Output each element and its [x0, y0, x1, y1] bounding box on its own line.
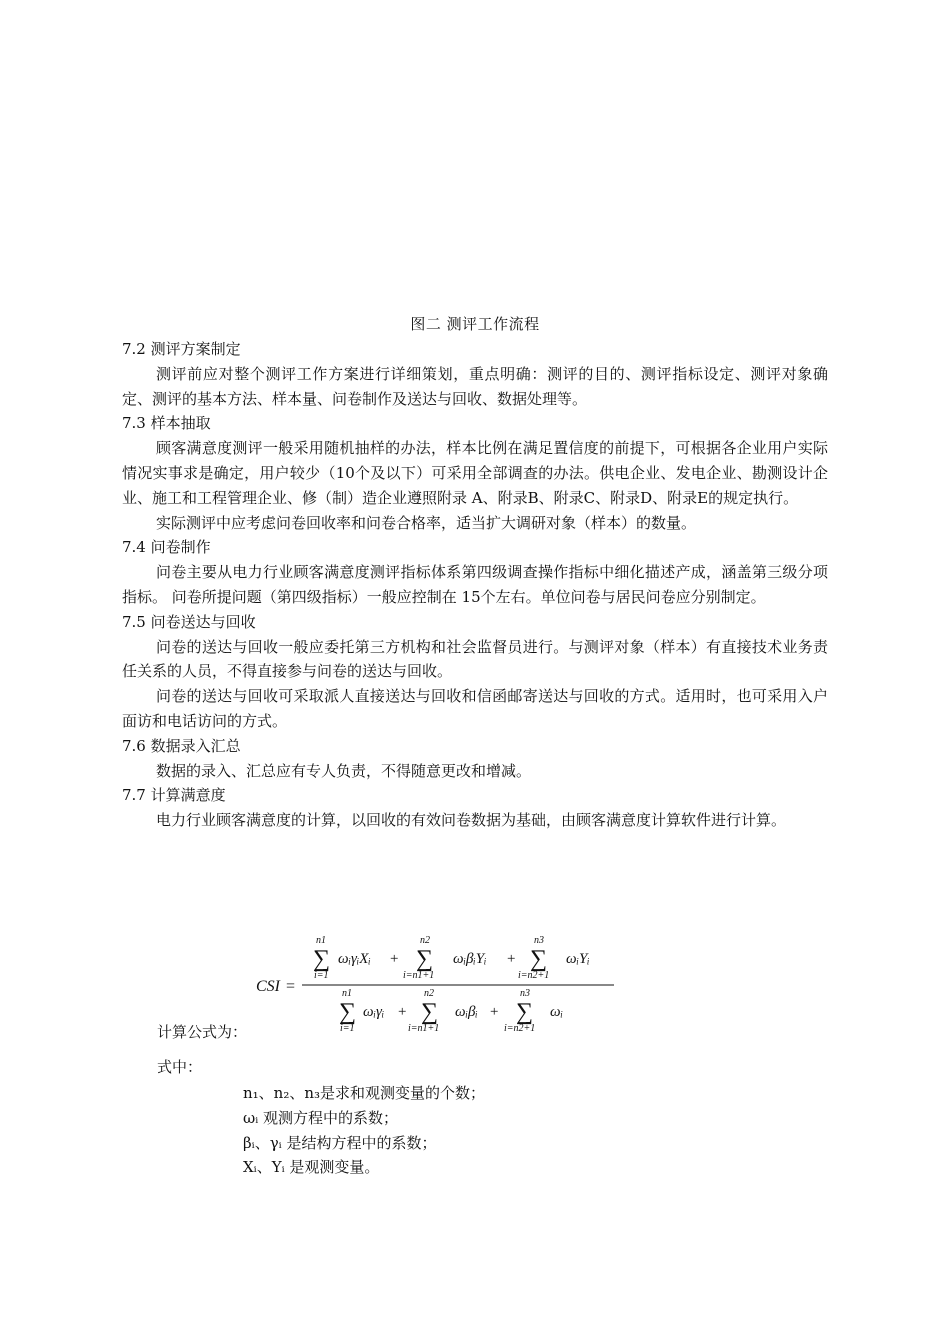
section-heading: 7.3 样本抽取 — [122, 414, 211, 433]
sum-lower-limit: i=n2+1 — [504, 1023, 536, 1034]
formula-lhs: CSI — [256, 978, 280, 995]
paragraph: 问卷的送达与回收一般应委托第三方机构和社会监督员进行。与测评对象（样本）有直接技术业务责任关系的人员，不得直接参与问卷的送达与回收。 — [122, 637, 828, 681]
sigma-symbol: ∑ — [516, 999, 534, 1025]
sigma-symbol: ∑ — [339, 999, 357, 1025]
formula-equals: = — [286, 978, 296, 995]
numerator-term: ωᵢβᵢYᵢ — [453, 951, 487, 967]
denominator-term: ωᵢγᵢ — [363, 1004, 385, 1020]
definition-item: Xᵢ、Yᵢ 是观测变量。 — [243, 1158, 380, 1177]
definition-item: ωᵢ 观测方程中的系数； — [243, 1108, 399, 1127]
plus-sign: + — [507, 951, 516, 967]
section-heading: 7.5 问卷送达与回收 — [122, 612, 256, 631]
sum-upper-limit: n1 — [342, 988, 352, 999]
figure-caption: 图二 测评工作流程 — [410, 315, 540, 333]
numerator-term: ωᵢYᵢ — [566, 951, 590, 967]
variable-definitions — [243, 1081, 485, 1180]
denominator-term: ωᵢ — [550, 1004, 563, 1020]
denominator-term: ωᵢβᵢ — [455, 1004, 478, 1020]
where-label: 式中： — [157, 1058, 203, 1076]
sum-upper-limit: n2 — [424, 988, 434, 999]
numerator-term: ωᵢγᵢXᵢ — [338, 951, 371, 967]
formula-label: 计算公式为： — [157, 1023, 248, 1041]
document-body — [122, 337, 828, 833]
sum-upper-limit: n1 — [316, 935, 326, 946]
plus-sign: + — [390, 951, 399, 967]
sigma-symbol: ∑ — [313, 946, 331, 972]
section-heading: 7.2 测评方案制定 — [122, 340, 241, 358]
sum-lower-limit: i=n1+1 — [408, 1023, 440, 1034]
section-heading: 7.7 计算满意度 — [122, 786, 226, 805]
section-heading: 7.6 数据录入汇总 — [122, 736, 241, 755]
plus-sign: + — [490, 1004, 499, 1020]
sum-upper-limit: n2 — [420, 935, 430, 946]
plus-sign: + — [398, 1004, 407, 1020]
paragraph: 数据的录入、汇总应有专人负责，不得随意更改和增减。 — [156, 761, 532, 780]
csi-formula — [250, 930, 630, 1038]
sum-upper-limit: n3 — [534, 935, 544, 946]
definition-item: n₁、n₂、n₃是求和观测变量的个数； — [243, 1084, 486, 1102]
sigma-symbol: ∑ — [421, 999, 439, 1025]
paragraph: 问卷主要从电力行业顾客满意度测评指标体系第四级调查操作指标中细化描述产成，涵盖第三级分项指标。 问卷所提问题（第四级指标）一般应控制在 15个左右。单位问卷与居民问卷应分别制定。 — [122, 563, 828, 606]
paragraph: 顾客满意度测评一般采用随机抽样的办法，样本比例在满足置信度的前提下，可根据各企业用户实际情况实事求是确定，用户较少（10个及以下）可采用全部调查的办法。供电企业、发电企业、勘测设计企业、施工和工程管理企业、修（制）造企业遵照附录 A、附录B、附录C、附录D、附录E的规定执行。 — [122, 439, 828, 507]
sum-lower-limit: i=n1+1 — [403, 970, 435, 981]
sum-lower-limit: i=1 — [340, 1023, 355, 1034]
sigma-symbol: ∑ — [530, 946, 548, 972]
section-heading: 7.4 问卷制作 — [122, 538, 211, 557]
definition-item: βᵢ、γᵢ 是结构方程中的系数； — [243, 1133, 437, 1152]
paragraph: 问卷的送达与回收可采取派人直接送达与回收和信函邮寄送达与回收的方式。适用时，也可采用入户面访和电话访问的方式。 — [122, 687, 828, 730]
paragraph: 实际测评中应考虑问卷回收率和问卷合格率，适当扩大调研对象（样本）的数量。 — [156, 513, 697, 532]
paragraph: 电力行业顾客满意度的计算，以回收的有效问卷数据为基础，由顾客满意度计算软件进行计算。 — [156, 811, 787, 830]
sum-upper-limit: n3 — [520, 988, 530, 999]
paragraph: 测评前应对整个测评工作方案进行详细策划，重点明确：测评的目的、测评指标设定、测评对象确定、测评的基本方法、样本量、问卷制作及送达与回收、数据处理等。 — [122, 364, 828, 408]
sum-lower-limit: i=n2+1 — [518, 970, 550, 981]
sum-lower-limit: i=1 — [314, 970, 329, 981]
sigma-symbol: ∑ — [416, 946, 434, 972]
csi-formula-graphic — [250, 930, 630, 1038]
